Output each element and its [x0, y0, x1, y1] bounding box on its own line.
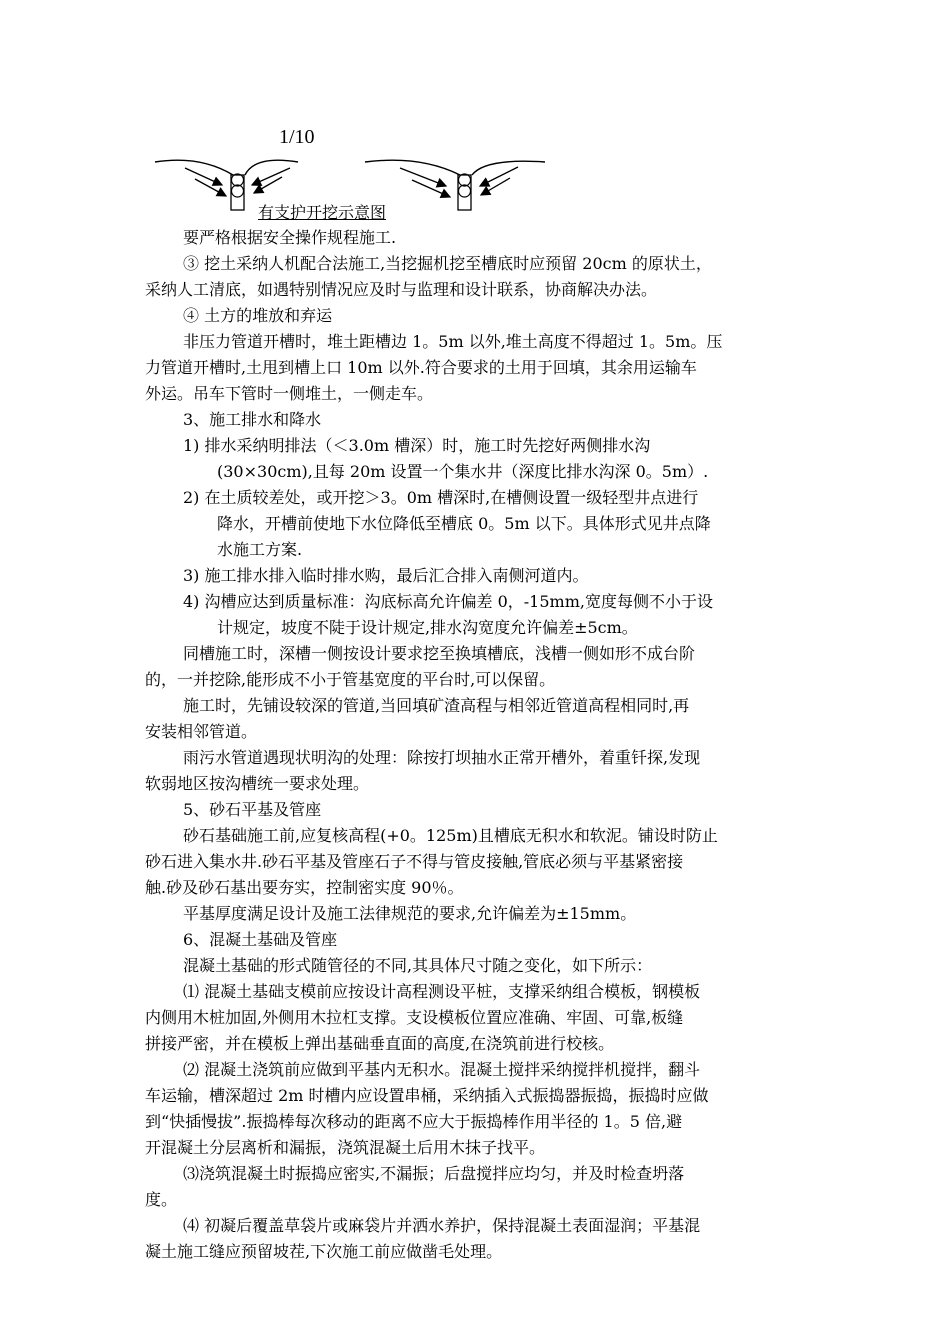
text-line: 度。 [145, 1190, 178, 1209]
text-line: 降水，开槽前使地下水位降低至槽底 0。5m 以下。具体形式见井点降 [217, 514, 711, 533]
text-line: ④ 土方的堆放和弃运 [183, 306, 333, 325]
text-line: 计规定，坡度不陡于设计规定,排水沟宽度允许偏差±5cm。 [217, 618, 638, 637]
section-heading: 6、混凝土基础及管座 [183, 930, 338, 949]
text-line: ③ 挖土采纳人机配合法施工,当挖掘机挖至槽底时应预留 20cm 的原状土， [183, 254, 712, 273]
diagram-caption: 有支护开挖示意图 [258, 203, 387, 222]
text-line: 开混凝土分层离析和漏振，浇筑混凝土后用木抹子找平。 [145, 1138, 546, 1157]
section-heading: 5、砂石平基及管座 [183, 800, 322, 819]
text-line: 平基厚度满足设计及施工法律规范的要求,允许偏差为±15mm。 [183, 904, 637, 923]
text-line: 车运输，槽深超过 2m 时槽内应设置串桶，采纳插入式振捣器振捣，振捣时应做 [145, 1086, 709, 1105]
text-line: ⑷ 初凝后覆盖草袋片或麻袋片并洒水养护，保持混凝土表面湿润；平基混 [183, 1216, 701, 1235]
text-line: 安装相邻管道。 [145, 722, 258, 741]
text-line: 到“快插慢拔”.振捣棒每次移动的距离不应大于振捣棒作用半径的 1。5 倍,避 [145, 1112, 683, 1131]
text-line: 水施工方案. [217, 540, 303, 559]
text-line: 采纳人工清底，如遇特别情况应及时与监理和设计联系，协商解决办法。 [145, 280, 658, 299]
diagram-scale: 1/10 [279, 126, 315, 148]
text-line: 凝土施工缝应预留坡茬,下次施工前应做凿毛处理。 [145, 1242, 503, 1261]
list-item: 4) 沟槽应达到质量标准：沟底标高允许偏差 0，-15mm,宽度每侧不小于设 [183, 592, 713, 611]
text-line: (30×30cm),且每 20m 设置一个集水井（深度比排水沟深 0。5m）. [217, 462, 709, 481]
text-line: 内侧用木桩加固,外侧用木拉杠支撑。支设模板位置应准确、牢固、可靠,板缝 [145, 1008, 684, 1027]
text-line: 混凝土基础的形式随管径的不同,其具体尺寸随之变化，如下所示： [183, 956, 653, 975]
text-line: 的，一并挖除,能形成不小于管基宽度的平台时,可以保留。 [145, 670, 556, 689]
list-item: 1) 排水采纳明排法（＜3.0m 槽深）时，施工时先挖好两侧排水沟 [183, 436, 651, 455]
text-line: 非压力管道开槽时，堆土距槽边 1。5m 以外,堆土高度不得超过 1。5m。压 [183, 332, 723, 351]
text-line: 拼接严密，并在模板上弹出基础垂直面的高度,在浇筑前进行校核。 [145, 1034, 615, 1053]
list-item: 3) 施工排水排入临时排水购，最后汇合排入南侧河道内。 [183, 566, 589, 585]
text-line: 触.砂及砂石基出要夯实，控制密实度 90％。 [145, 878, 464, 897]
text-line: 砂石进入集水井.砂石平基及管座石子不得与管皮接触,管底必须与平基紧密接 [145, 852, 684, 871]
text-line: ⑴ 混凝土基础支模前应按设计高程测设平桩，支撑采纳组合模板，钢模板 [183, 982, 701, 1001]
text-line: 砂石基础施工前,应复核高程(+0。125m)且槽底无积水和软泥。铺设时防止 [183, 826, 718, 845]
text-line: 施工时，先铺设较深的管道,当回填矿渣高程与相邻近管道高程相同时,再 [183, 696, 690, 715]
text-line: 要严格根据安全操作规程施工. [183, 228, 397, 247]
text-line: ⑶浇筑混凝土时振捣应密实,不漏振；后盘搅拌应均匀，并及时检查坍落 [183, 1164, 685, 1183]
text-line: 雨污水管道遇现状明沟的处理：除按打坝抽水正常开槽外，着重钎探,发现 [183, 748, 701, 767]
text-line: ⑵ 混凝土浇筑前应做到平基内无积水。混凝土搅拌采纳搅拌机搅拌，翻斗 [183, 1060, 701, 1079]
text-line: 软弱地区按沟槽统一要求处理。 [145, 774, 370, 793]
text-line: 同槽施工时，深槽一侧按设计要求挖至换填槽底，浅槽一侧如形不成台阶 [183, 644, 696, 663]
list-item: 2) 在土质较差处，或开挖＞3。0m 槽深时,在槽侧设置一级轻型井点进行 [183, 488, 699, 507]
text-line: 外运。吊车下管时一侧堆土，一侧走车。 [145, 384, 434, 403]
right-trench [365, 160, 545, 210]
section-heading: 3、施工排水和降水 [183, 410, 322, 429]
text-line: 力管道开槽时,土甩到槽上口 10m 以外.符合要求的土用于回填，其余用运输车 [145, 358, 697, 377]
